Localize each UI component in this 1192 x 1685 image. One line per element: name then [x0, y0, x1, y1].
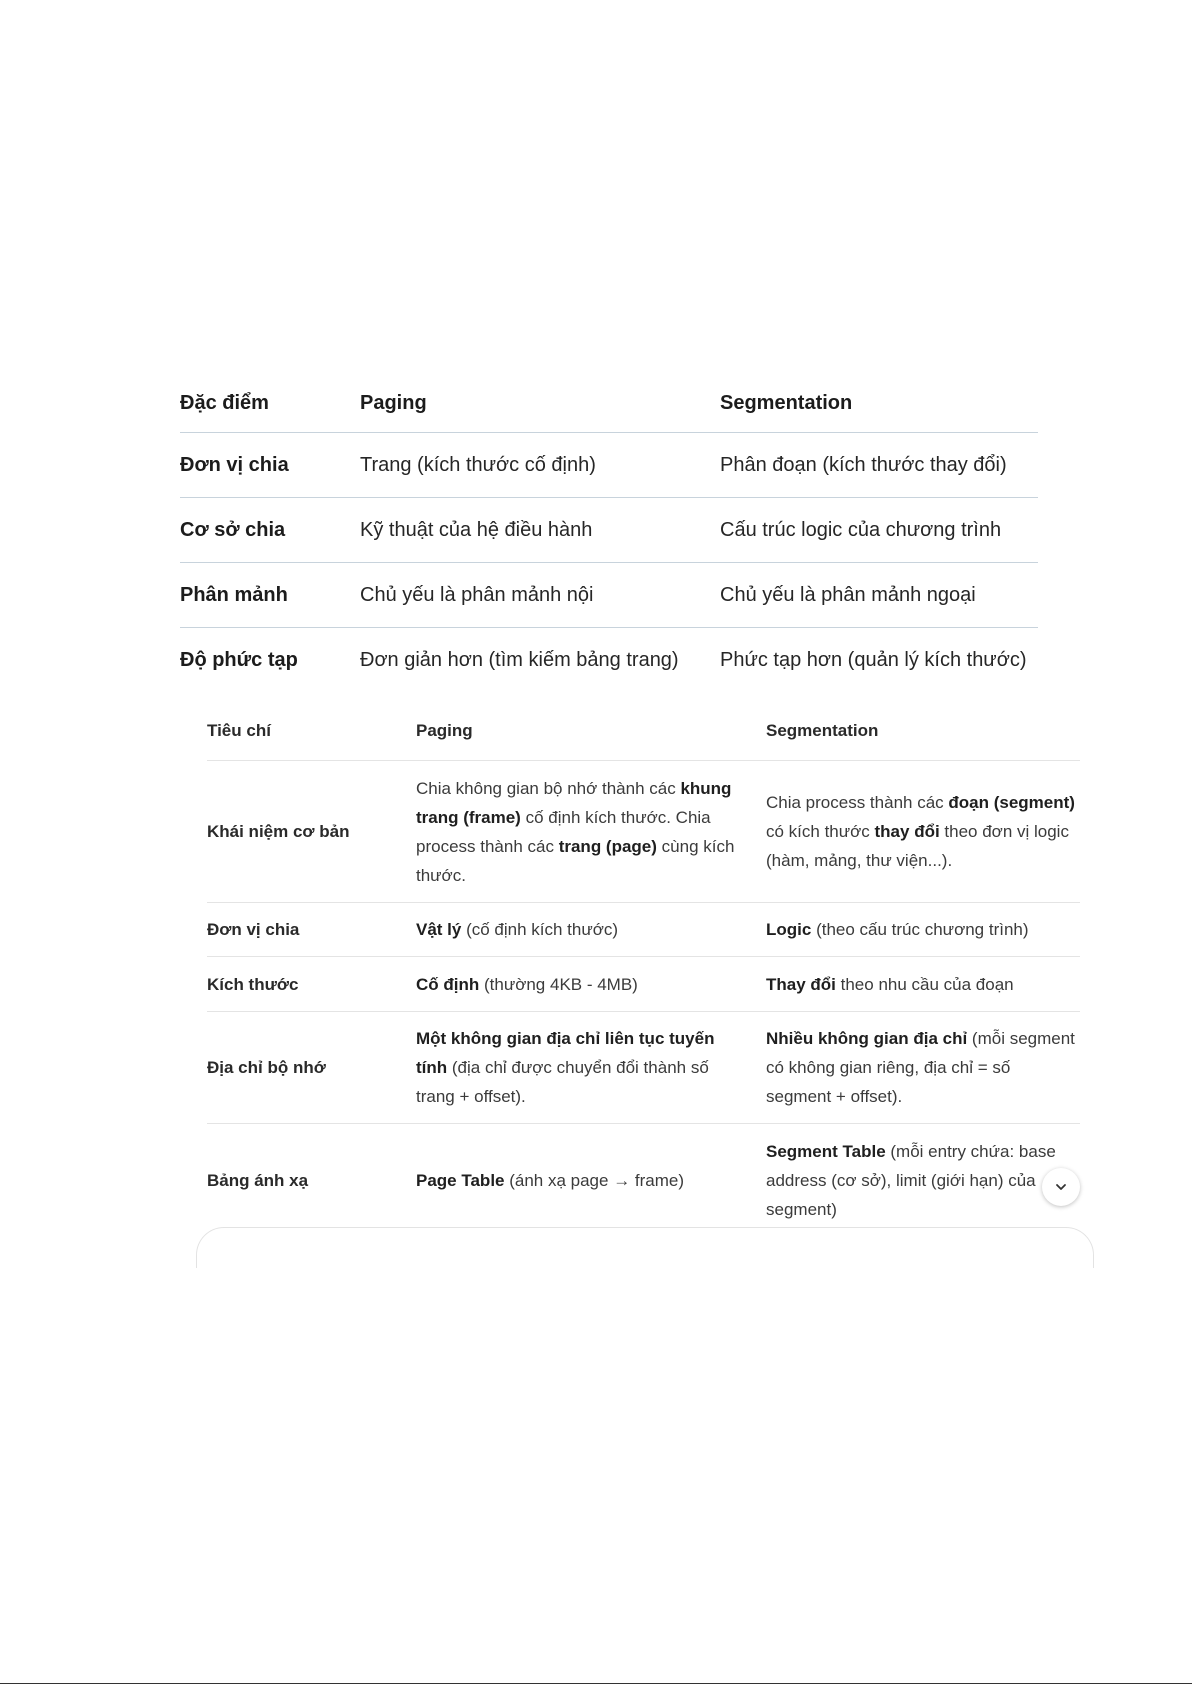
text-run: (ánh xạ page → frame) [504, 1170, 685, 1190]
row-label-text: Đơn vị chia [207, 920, 300, 939]
table1-row-label: Độ phức tạp [180, 648, 298, 671]
text-run: theo nhu cầu của đoạn [835, 974, 1014, 994]
table1-paging-cell: Trang (kích thước cố định) [360, 453, 596, 476]
row-label-text: Bảng ánh xạ [207, 1170, 309, 1190]
table1-row [180, 498, 1038, 563]
table2-segmentation-cell [766, 903, 1080, 956]
bold-text: Segment Table [766, 1141, 886, 1161]
table2-header-cell: Tiêu chí [207, 721, 271, 740]
table2-row [207, 761, 1080, 903]
table1-segmentation-cell: Cấu trúc logic của chương trình [720, 518, 1002, 541]
table1-segmentation-cell: Phân đoạn (kích thước thay đổi) [720, 453, 1007, 476]
table1-segmentation-cell: Chủ yếu là phân mảnh ngoại [720, 583, 976, 606]
table2-row [207, 957, 1080, 1012]
table2-segmentation-cell [766, 1012, 1080, 1123]
text-run: (địa chỉ được chuyển đổi thành số trang + offset). [416, 1058, 709, 1106]
text-run: (mỗi segment có không gian riêng, địa chỉ = số segment + offset). [766, 1029, 1075, 1106]
table2-row-label [207, 1012, 407, 1123]
segmentation-text [766, 915, 1029, 944]
comparison-table-2 [207, 701, 1080, 1237]
comparison-table-1 [180, 374, 1038, 692]
table1-paging-cell: Kỹ thuật của hệ điều hành [360, 518, 593, 541]
table1-header-cell: Đặc điểm [180, 391, 269, 414]
row-label-text: Địa chỉ bộ nhớ [207, 1058, 326, 1077]
paging-text [416, 1024, 736, 1111]
table2-paging-cell [416, 957, 736, 1011]
table2-header-cell: Segmentation [766, 721, 879, 740]
table2-row-label [207, 903, 407, 956]
segmentation-text [766, 788, 1080, 875]
text-run: Chia process thành các [766, 793, 949, 812]
text-run: cùng kích thước. [416, 836, 735, 885]
table2-row [207, 903, 1080, 957]
segmentation-text [766, 1137, 1080, 1224]
table2-segmentation-cell [766, 761, 1080, 902]
bold-text: thay đổi [874, 822, 940, 841]
composer-panel-edge [196, 1227, 1094, 1268]
chevron-down-icon [1053, 1179, 1069, 1195]
table2-header-cell: Paging [416, 721, 473, 740]
table1-row [180, 628, 1038, 692]
table1-header-cell: Paging [360, 391, 427, 414]
bold-text: Thay đổi [766, 974, 836, 994]
bold-text: Cố định [416, 974, 480, 994]
table2-header-row [207, 701, 1080, 761]
table2-segmentation-cell [766, 1124, 1080, 1236]
text-run: (thường 4KB - 4MB) [479, 974, 638, 994]
table1-row-label: Đơn vị chia [180, 453, 289, 476]
table2-row-label [207, 1124, 407, 1236]
row-label-text: Khái niệm cơ bản [207, 822, 350, 841]
text-run: (mỗi entry chứa: base address (cơ sở), limit (giới hạn) của segment) [766, 1141, 1056, 1219]
bold-text: Vật lý [416, 920, 462, 939]
paging-text [416, 970, 638, 999]
table1-header-row [180, 374, 1038, 433]
text-run: có kích thước [766, 822, 875, 841]
table1-row [180, 563, 1038, 628]
segmentation-text [766, 970, 1014, 999]
table1-paging-cell: Chủ yếu là phân mảnh nội [360, 583, 594, 606]
table1-row-label: Phân mảnh [180, 583, 288, 606]
table1-paging-cell: Đơn giản hơn (tìm kiếm bảng trang) [360, 648, 679, 671]
bold-text: đoạn (segment) [948, 793, 1075, 812]
segmentation-text [766, 1024, 1080, 1111]
text-run: (cố định kích thước) [461, 920, 619, 939]
row-label-text: Kích thước [207, 974, 299, 994]
bold-text: Page Table [416, 1170, 505, 1190]
text-run: theo đơn vị logic (hàm, mảng, thư viện...). [766, 822, 1069, 870]
table2-paging-cell [416, 1012, 736, 1123]
table2-paging-cell [416, 1124, 736, 1236]
table2-row [207, 1012, 1080, 1124]
table2-paging-cell [416, 761, 736, 902]
bold-text: khung trang (frame) [416, 778, 732, 827]
bold-text: Một không gian địa chỉ liên tục tuyến tính [416, 1029, 715, 1077]
table1-row [180, 433, 1038, 498]
table2-row [207, 1124, 1080, 1237]
table2-segmentation-cell [766, 957, 1080, 1011]
table2-row-label [207, 761, 407, 902]
page-bottom-border [0, 1683, 1192, 1684]
bold-text: trang (page) [558, 836, 657, 856]
bold-text: Logic [766, 920, 812, 939]
table1-row-label: Cơ sở chia [180, 518, 286, 541]
text-run: Chia không gian bộ nhớ thành các [416, 778, 681, 798]
paging-text [416, 1166, 684, 1195]
text-run: cố định kích thước. Chia process thành các [416, 807, 711, 856]
bold-text: Nhiều không gian địa chỉ [766, 1029, 968, 1048]
table1-header-cell: Segmentation [720, 391, 853, 414]
scroll-down-button[interactable] [1042, 1168, 1080, 1206]
table2-row-label [207, 957, 407, 1011]
table2-paging-cell [416, 903, 736, 956]
table1-segmentation-cell: Phức tạp hơn (quản lý kích thước) [720, 648, 1027, 671]
text-run: (theo cấu trúc chương trình) [811, 920, 1029, 939]
paging-text [416, 774, 736, 890]
paging-text [416, 915, 618, 944]
